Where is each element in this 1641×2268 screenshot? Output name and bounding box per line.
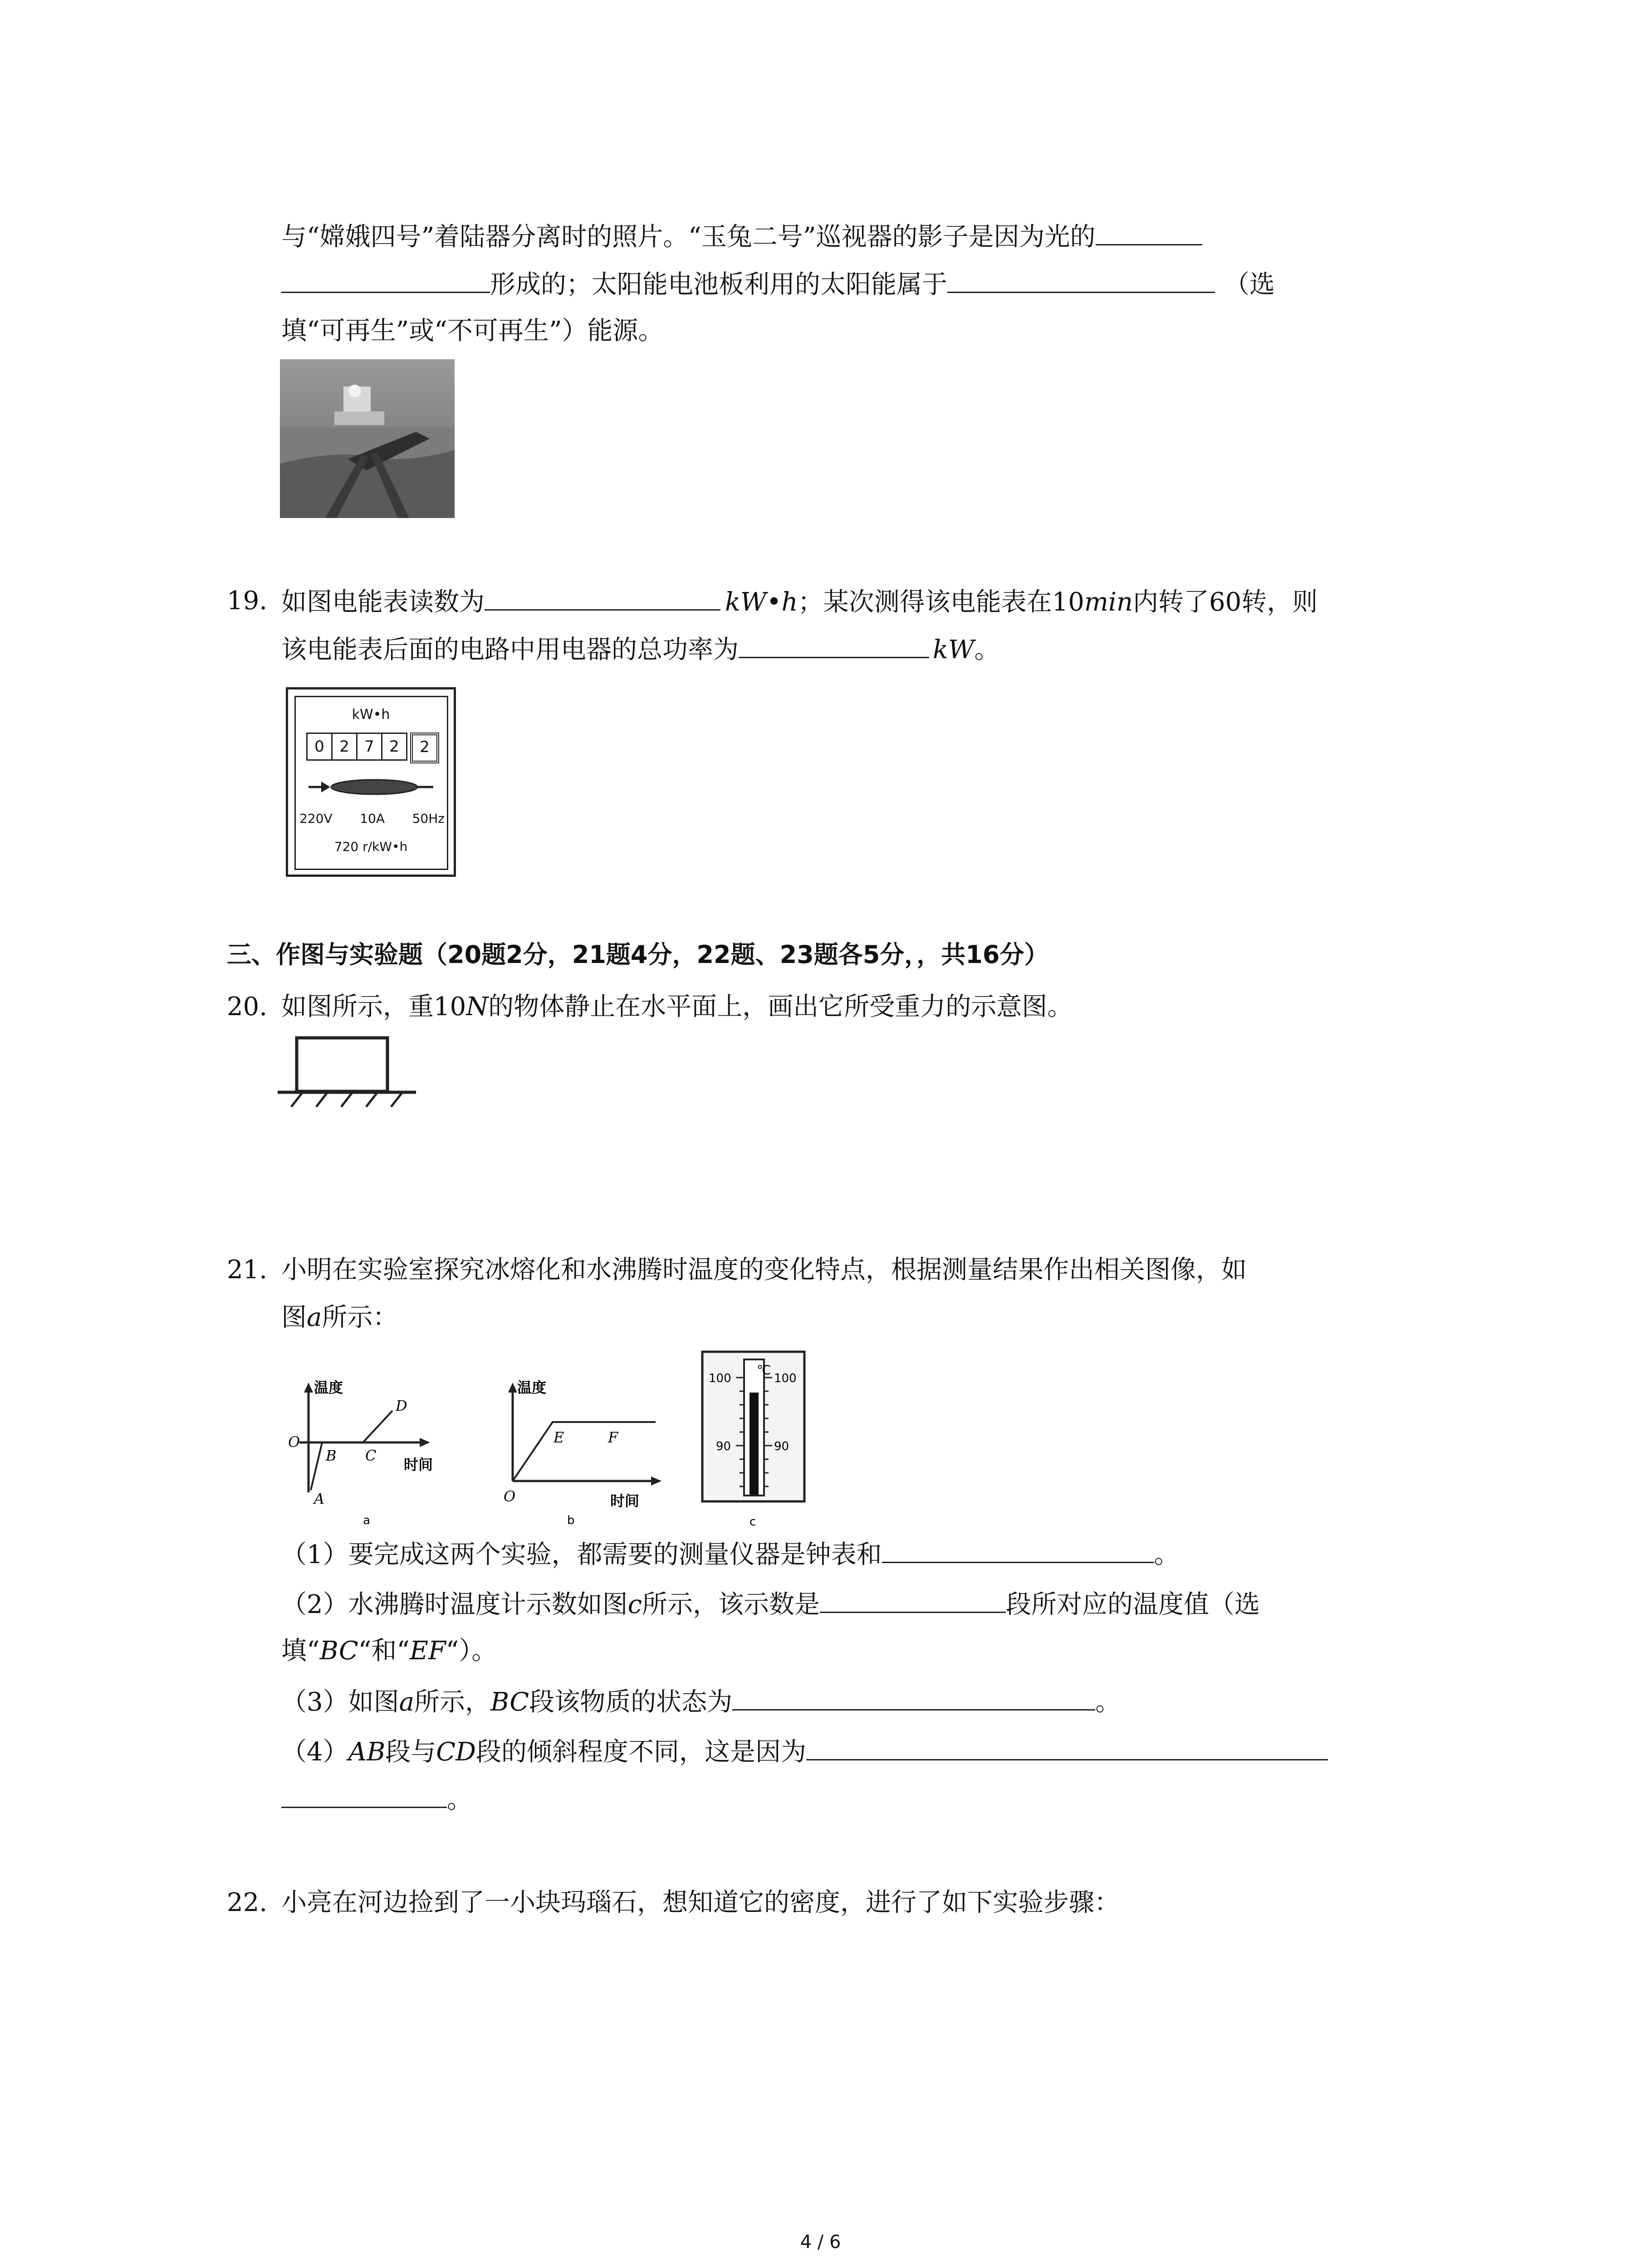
q21-p2-var: c [627,1590,642,1619]
q21-p2-bc: BC [319,1636,358,1666]
rover-photo [280,359,455,518]
q19-text-1b: ；某次测得该电能表在10 [798,587,1084,617]
q21-p1-text: （1）要完成这两个实验，都需要的测量仪器是钟表和 [281,1540,882,1569]
meter-unit: kW•h [352,707,390,723]
q21-p4-ab: AB [348,1737,386,1767]
q18-text-3: 填“可再生”或“不可再生”）能源。 [281,316,664,346]
q21-var-a: a [307,1303,322,1332]
q19-text-1c: 内转了60转，则 [1132,587,1318,617]
meter-rate: 720 r/kW•h [334,839,408,854]
q21-p4-text-a: （4） [281,1737,348,1767]
q19-min: min [1084,587,1133,617]
meter-frequency: 50Hz [412,811,445,826]
q21-line-1: 小明在实验室探究冰熔化和水沸腾时温度的变化特点，根据测量结果作出相关图像，如 [281,1255,1247,1285]
q22-number: 22. [227,1888,268,1917]
q21-p1-end: 。 [1154,1540,1180,1569]
meter-voltage: 220V [299,811,333,826]
graph-a-point-d: D [396,1397,407,1414]
q20-number: 20. [227,992,268,1022]
q21-blank-4-cont [281,1780,447,1808]
q18-text-1: 与“嫦娥四号”着陆器分离时的照片。“玉兔二号”巡视器的影子是因为光的 [281,222,1096,252]
graph-a [272,1374,445,1529]
q21-p2-text-c: 段所对应的温度值（选 [1006,1590,1260,1619]
section-3-heading: 三、作图与实验题（20题2分，21题4分，22题、23题各5分，，共16分） [227,940,1049,969]
q19-blank-1 [485,583,720,611]
q21-part-2-line-2 [281,1633,497,1669]
graph-a-point-a: A [314,1490,325,1507]
q21-p2-l2-a: 填“ [281,1636,320,1666]
q21-p4-cd: CD [436,1737,476,1767]
graph-a-caption: a [363,1514,370,1527]
q19-line-2 [281,631,1000,668]
thermometer-tick-100-right: 100 [774,1372,797,1385]
thermometer-figure [699,1349,810,1531]
q21-p2-l2-c: “）。 [446,1636,497,1666]
graph-b-ylabel: 温度 [517,1379,547,1396]
q21-p4-end: 。 [447,1785,472,1814]
q21-number: 21. [227,1255,268,1285]
q21-p3-end: 。 [1095,1687,1121,1717]
q20-text-b: 的物体静止在水平面上，画出它所受重力的示意图。 [488,992,1073,1022]
q19-text-1a: 如图电能表读数为 [281,587,485,617]
thermometer-tick-90-left: 90 [716,1440,731,1453]
q21-part-1 [281,1535,1180,1573]
thermometer-tick-90-right: 90 [774,1440,789,1453]
meter-digit: 2 [382,733,407,761]
graph-b [495,1374,667,1529]
graph-a-ylabel: 温度 [314,1379,343,1396]
q20-text-a: 如图所示，重10 [281,992,466,1022]
graph-a-curve [311,1411,392,1490]
q21-p3-text-a: （3）如图 [281,1687,399,1717]
q18-blank-2 [947,265,1215,293]
q19-unit-2: kW [933,635,975,665]
electricity-meter [286,687,456,877]
meter-disc-icon [309,773,436,801]
graph-b-point-f: F [608,1429,618,1446]
graph-a-origin: O [288,1433,300,1451]
q19-unit-1: kW•h [725,587,798,617]
q18-blank-1 [1096,218,1202,245]
q21-p2-text-b: 所示，该示数是 [642,1590,820,1619]
thermometer-caption: c [749,1515,756,1529]
q22-text: 小亮在河边捡到了一小块玛瑙石，想知道它的密度，进行了如下实验步骤： [281,1888,1120,1917]
q21-part-3 [281,1683,1121,1721]
q21-p2-l2-b: “和“ [358,1636,410,1666]
graph-a-point-b: B [326,1447,337,1464]
graph-a-point-c: C [365,1447,377,1464]
mercury-column [749,1393,759,1495]
q18-line-3 [281,313,664,349]
page-number: 4 / 6 [800,2232,841,2253]
graph-b-caption: b [567,1514,575,1527]
q19-text-2a: 该电能表后面的电路中用电器的总功率为 [281,635,739,665]
q21-p4-text-b: 段与 [385,1737,436,1767]
q21-text-2a: 图 [281,1303,307,1332]
q18-line-1 [281,218,1202,255]
meter-digit: 7 [358,733,382,761]
q21-p4-text-c: 段的倾斜程度不同，这是因为 [475,1737,806,1767]
meter-digit: 2 [333,733,358,761]
graph-b-point-e: E [554,1429,564,1446]
meter-digit-decimal: 2 [410,733,439,763]
q21-blank-3 [732,1683,1095,1711]
q18-line-2 [281,265,1275,303]
q21-blank-1 [882,1535,1154,1563]
meter-current: 10A [360,811,385,826]
q21-part-4-line-2 [281,1780,472,1818]
q21-p3-text-c: 段该物质的状态为 [529,1687,733,1717]
q18-text-2: 形成的；太阳能电池板利用的太阳能属于 [490,270,947,299]
q21-part-4 [281,1733,1328,1770]
q18-text-2-tail: （选 [1224,270,1275,299]
q21-line-2 [281,1300,398,1336]
meter-specs [299,811,445,826]
q21-part-2 [281,1585,1260,1623]
thermometer-tick-100-left: 100 [709,1372,731,1385]
q19-number: 19. [227,586,268,616]
meter-digit: 0 [306,733,333,761]
q21-p3-text-b: 所示， [414,1687,491,1717]
q21-p3-bc: BC [490,1687,529,1717]
q19-line-1 [281,583,1318,621]
q20-unit-n: N [466,992,489,1022]
q21-p2-text-a: （2）水沸腾时温度计示数如图 [281,1590,628,1619]
graph-b-xlabel: 时间 [610,1492,640,1510]
q20-text [281,989,1073,1025]
thermometer-unit: ℃ [757,1363,771,1378]
ground-hatching [291,1092,402,1107]
graph-b-origin: O [504,1488,516,1505]
meter-digit-row [306,733,439,763]
graph-b-curve [513,1422,656,1481]
q21-text-2b: 所示： [322,1303,398,1332]
q19-end-2: 。 [974,635,1000,665]
q21-blank-2 [820,1585,1006,1613]
graph-a-xlabel: 时间 [404,1456,433,1473]
q21-p2-ef: EF [409,1636,446,1666]
block [297,1038,387,1091]
q19-blank-2 [739,631,929,658]
q18-blank-1-cont [281,265,490,293]
block-on-surface-figure [278,1034,423,1111]
q21-p3-var: a [399,1687,415,1717]
q21-blank-4 [806,1733,1328,1760]
